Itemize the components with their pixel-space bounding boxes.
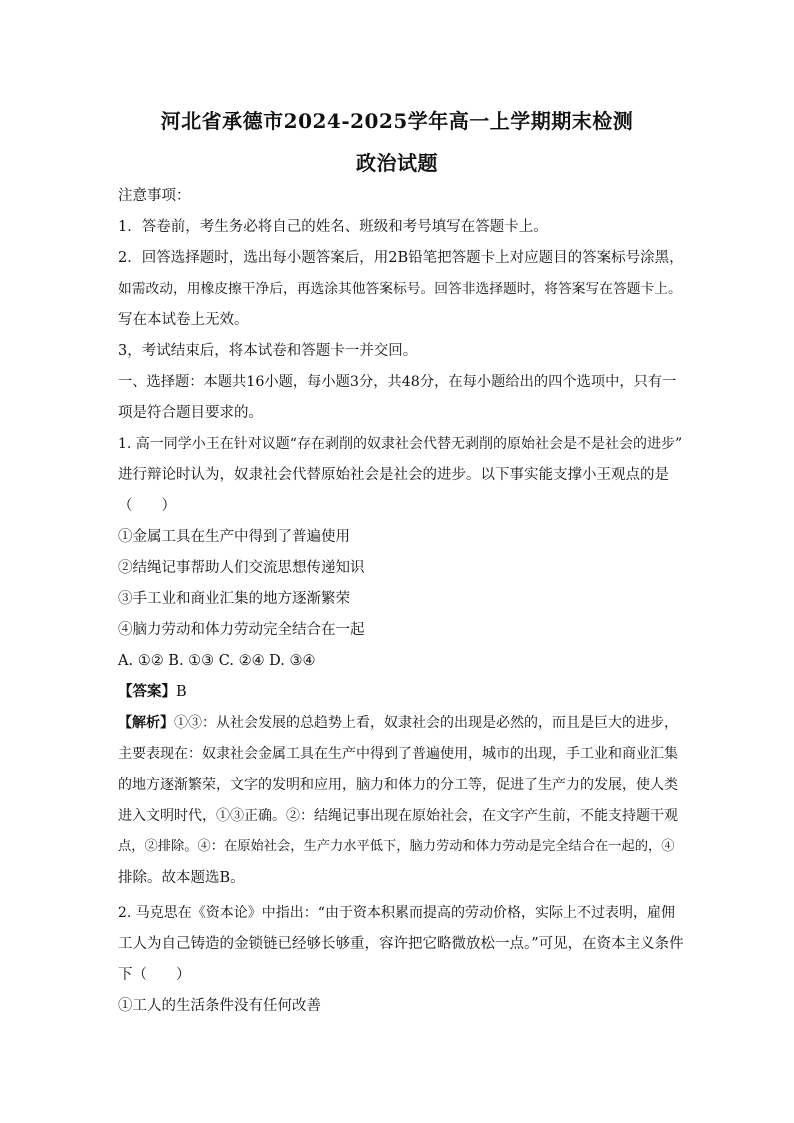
question-1-option-3: ③手工业和商业汇集的地方逐渐繁荣 xyxy=(118,591,350,607)
analysis-text: ①③：从社会发展的总趋势上看，奴隶社会的出现是必然的，而且是巨大的进步， xyxy=(174,715,678,731)
question-1-analysis-line-5: 点，②排除。④：在原始社会，生产力水平低下，脑力劳动和体力劳动是完全结合在一起的，④ xyxy=(118,839,675,854)
answer-value: B xyxy=(176,684,187,700)
question-2-stem-line-2: 工人为自己铸造的金锁链已经够长够重，容许把它略微放松一点。”可见，在资本主义条件 xyxy=(118,936,684,952)
question-1-choices: A. ①② B. ①③ C. ②④ D. ③④ xyxy=(118,653,316,669)
answer-label: 【答案】 xyxy=(118,683,176,700)
question-1-analysis-line-3: 的地方逐渐繁荣，文字的发明和应用，脑力和体力的分工等，促进了生产力的发展，使人类 xyxy=(118,777,678,793)
section-heading-line-2: 项是符合题目要求的。 xyxy=(118,405,263,421)
question-1-option-2: ②结绳记事帮助人们交流思想传递知识 xyxy=(118,560,365,576)
notes-heading: 注意事项： xyxy=(118,188,191,204)
question-1-analysis-line-1 xyxy=(118,713,678,733)
note-item-3: 3，考试结束后，将本试卷和答题卡一并交回。 xyxy=(118,343,418,359)
question-1-analysis-line-6: 排除。故本题选B。 xyxy=(118,870,245,886)
analysis-label: 【解析】 xyxy=(118,715,174,731)
question-2-stem-line-3: 下（ ） xyxy=(118,967,191,983)
question-1-stem-line-1: 1. 高一同学小王在针对议题“存在剥削的奴隶社会代替无剥削的原始社会是不是社会的进步” xyxy=(118,436,683,452)
question-1-stem-line-3: （ ） xyxy=(118,498,176,514)
question-1-stem-line-2: 进行辩论时认为，奴隶社会代替原始社会是社会的进步。以下事实能支撑小王观点的是 xyxy=(118,467,669,483)
question-2-stem-line-1: 2. 马克思在《资本论》中指出：“由于资本积累而提高的劳动价格，实际上不过表明，雇佣 xyxy=(118,905,675,921)
question-1-analysis-line-2: 主要表现在：奴隶社会金属工具在生产中得到了普遍使用，城市的出现，手工业和商业汇集 xyxy=(118,746,678,762)
note-item-2-line-3: 写在本试卷上无效。 xyxy=(118,312,249,328)
document-subtitle: 政治试题 xyxy=(356,151,438,175)
note-item-2-line-1: 2．回答选择题时，选出每小题答案后，用2B铅笔把答题卡上对应题目的答案标号涂黑， xyxy=(118,250,684,266)
question-1-answer xyxy=(118,682,187,702)
note-item-2-line-2: 如需改动，用橡皮擦干净后，再选涂其他答案标号。回答非选择题时，将答案写在答题卡上。 xyxy=(118,281,682,297)
question-1-option-1: ①金属工具在生产中得到了普遍使用 xyxy=(118,529,350,545)
question-1-analysis-line-4: 进入文明时代，①③正确。②：结绳记事出现在原始社会，在文字产生前，不能支持题干观 xyxy=(118,808,678,824)
document-title: 河北省承德市2024-2025学年高一上学期期末检测 xyxy=(160,109,634,133)
section-heading-line-1: 一、选择题：本题共16小题，每小题3分，共48分，在每小题给出的四个选项中，只有一 xyxy=(118,374,677,390)
note-item-1: 1．答卷前，考生务必将自己的姓名、班级和考号填写在答题卡上。 xyxy=(118,219,548,235)
question-2-option-1: ①工人的生活条件没有任何改善 xyxy=(118,998,321,1014)
question-1-option-4: ④脑力劳动和体力劳动完全结合在一起 xyxy=(118,622,365,638)
